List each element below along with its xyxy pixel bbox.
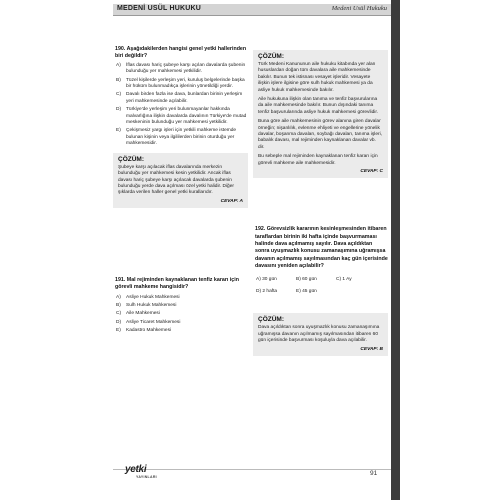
option-text: İflas davası hariç şubeye karşı açılan davalarda şubenin bulunduğu yer mahkemesi yetkilidir. [126, 62, 246, 75]
header-left-title: MEDENİ USÜL HUKUKU [117, 5, 201, 12]
question-number: 192. [255, 226, 266, 233]
option: B) 60 gün [296, 276, 317, 282]
option [113, 128, 248, 147]
page-number: 91 [370, 470, 378, 477]
solution-title: ÇÖZÜM: [258, 316, 284, 324]
option-letter: D) [116, 107, 122, 113]
solution-text: Dava açıldıktan sonra uyuşmazlık konusu zamanaşımına uğramışsa davanın açılmamış sayılmasından itibaren 60 gün içerisinde başvurması koşuluyla dava açılabilir. [258, 325, 380, 344]
option [113, 320, 248, 326]
question-stem: Aşağıdakilerden hangisi genel yetki hallerinden biri değildir? [115, 46, 247, 60]
option: A) 30 gün [256, 276, 277, 282]
solution-answer: CEVAP: B [360, 346, 383, 352]
option [113, 311, 248, 317]
option [113, 63, 248, 76]
page-header [113, 4, 391, 15]
solution-paragraph: Bu sebeple mal rejiminden kaynaklanan tenfiz kararı için görevli mahkeme aile mahkemesidir. [258, 154, 378, 166]
option-text: Çekişmesiz yargı işleri için yetkili mahkeme istemde bulunan kişinin veya ilgililerden birinin oturduğu yer mahkemesidir. [126, 128, 237, 147]
question-191-stem [115, 277, 248, 292]
option-letter: E) [116, 328, 121, 334]
option-text: Asliye Hukuk Mahkemesi [126, 294, 180, 300]
solution-title: ÇÖZÜM: [258, 53, 284, 60]
option-text: Aile Mahkemesi [126, 311, 160, 317]
option: C) 1 Ay [336, 276, 352, 282]
solution-paragraph: Türk Medeni Kanununun aile hukuku kitabında yer alan hususlardan doğan tüm davalara aile mahkemesinde bakılır. Bunun tek istisnası vesayet işleridir. Vesayete ilişkin işlere ilgisine göre sulh hukuk mahkemesi ya da asliye hukuk mahkemesinde bakılır. [258, 62, 376, 93]
question-190-stem [115, 46, 248, 61]
left-column [113, 18, 248, 335]
option [113, 295, 248, 301]
option-letter: B) [116, 77, 121, 83]
solution-answer: CEVAP: C [360, 169, 383, 175]
question-190 [113, 46, 248, 148]
question-192-options-row-2 [253, 289, 388, 295]
solution-paragraph: Aile hukukuna ilişkin olan tanıma ve tenfiz başvurularına da aile mahkemesinde bakılır. Bunun dışındaki tanıma tenfiz başvurularında asliye hukuk mahkemesi görevlidir. [258, 97, 378, 115]
option: E) 45 gün [296, 288, 317, 294]
option-text: Davalı birden fazla ise dava, bunlardan birinin yerleşim yeri mahkemesinde açılabilir. [126, 92, 243, 104]
solution-title: ÇÖZÜM: [118, 155, 144, 163]
option [113, 78, 248, 91]
option-letter: C) [116, 311, 122, 317]
option [113, 303, 248, 309]
header-rule [113, 15, 391, 16]
question-191-options [113, 295, 248, 335]
option: D) 2 hafta [256, 288, 278, 294]
question-number: 190. [115, 46, 126, 52]
question-191 [113, 277, 248, 335]
option-letter: A) [116, 62, 121, 68]
question-stem: Görevsizlik kararının kesinleşmesinden itibaren taraflardan birinin iki hafta içinde başvurmaması halinde dava açılmamış sayılır. Dava açıldıktan sonra uyuşmazlık konusu zamanaşımına uğramışsa davanın açılmamış sayılmasından kaç gün içerisinde davasını yeniden açılabilir? [255, 226, 388, 270]
question-192-stem [255, 226, 388, 270]
question-192 [253, 226, 388, 295]
logo-main: yetki [125, 464, 147, 475]
solution-paragraph: Buna göre aile mahkemesinin görev alanına giren davalar örneğin; nişanlılık, evlenme ehliyeti ve engellerine yönelik davalar, boşanma davaları, soybağı davaları, tanıma işleri, babalık davası, mal rejiminden kaynaklanan davalar vb. dir. [258, 119, 382, 150]
solution-190 [113, 153, 248, 208]
option [113, 328, 248, 334]
option-text: Tüzel kişilerde yerleşim yeri, kuruluş belgelerinde başka bir hüküm bulunmadıkça işlerinin yönetildiği yerdir. [126, 77, 245, 90]
option-letter: A) [116, 294, 121, 300]
question-192-options-row-1 [253, 277, 388, 283]
right-column [253, 18, 388, 356]
option [113, 107, 248, 126]
side-bar [391, 0, 400, 500]
option-letter: B) [116, 302, 121, 308]
question-number: 191. [115, 276, 126, 283]
option-letter: D) [116, 319, 122, 325]
option-text: Türkiye'de yerleşim yeri bulunmayanlar hakkında malvarlığına ilişkin davalarda davalının Türkiye'de mutad meskeninin bulunduğu yer mahkemesi yetkilidir. [126, 107, 247, 126]
solution-text: Şubeye karşı açılacak iflas davalarında merkezin bulunduğu yer mahkemesi kesin yetkilidir. Ancak iflas davası hariç şubeye karşı açılacak davalarda şubenin bulunduğu yerde dava açılması özel yetki halidir. Diğer şıklarda verilen haller genel yetki kurallarıdır. [118, 164, 234, 196]
option [113, 92, 248, 105]
option-letter: E) [116, 128, 121, 134]
option-text: Asliye Ticaret Mahkemesi [126, 319, 181, 325]
question-190-options [113, 63, 248, 148]
header-right-title: Medeni Usül Hukuku [331, 5, 387, 12]
solution-answer: CEVAP: A [220, 198, 243, 204]
publisher-logo [116, 461, 156, 481]
logo-sub: YAYINLARI [136, 475, 157, 479]
option-text: Kadastro Mahkemesi [126, 328, 172, 334]
question-stem: Mal rejiminden kaynaklanan tenfiz kararı için görevli mahkeme hangisidir? [115, 276, 239, 291]
option-text: Sulh Hukuk Mahkemesi [126, 302, 177, 308]
option-letter: C) [116, 92, 122, 98]
solution-189 [253, 50, 388, 178]
solution-192 [253, 313, 388, 355]
